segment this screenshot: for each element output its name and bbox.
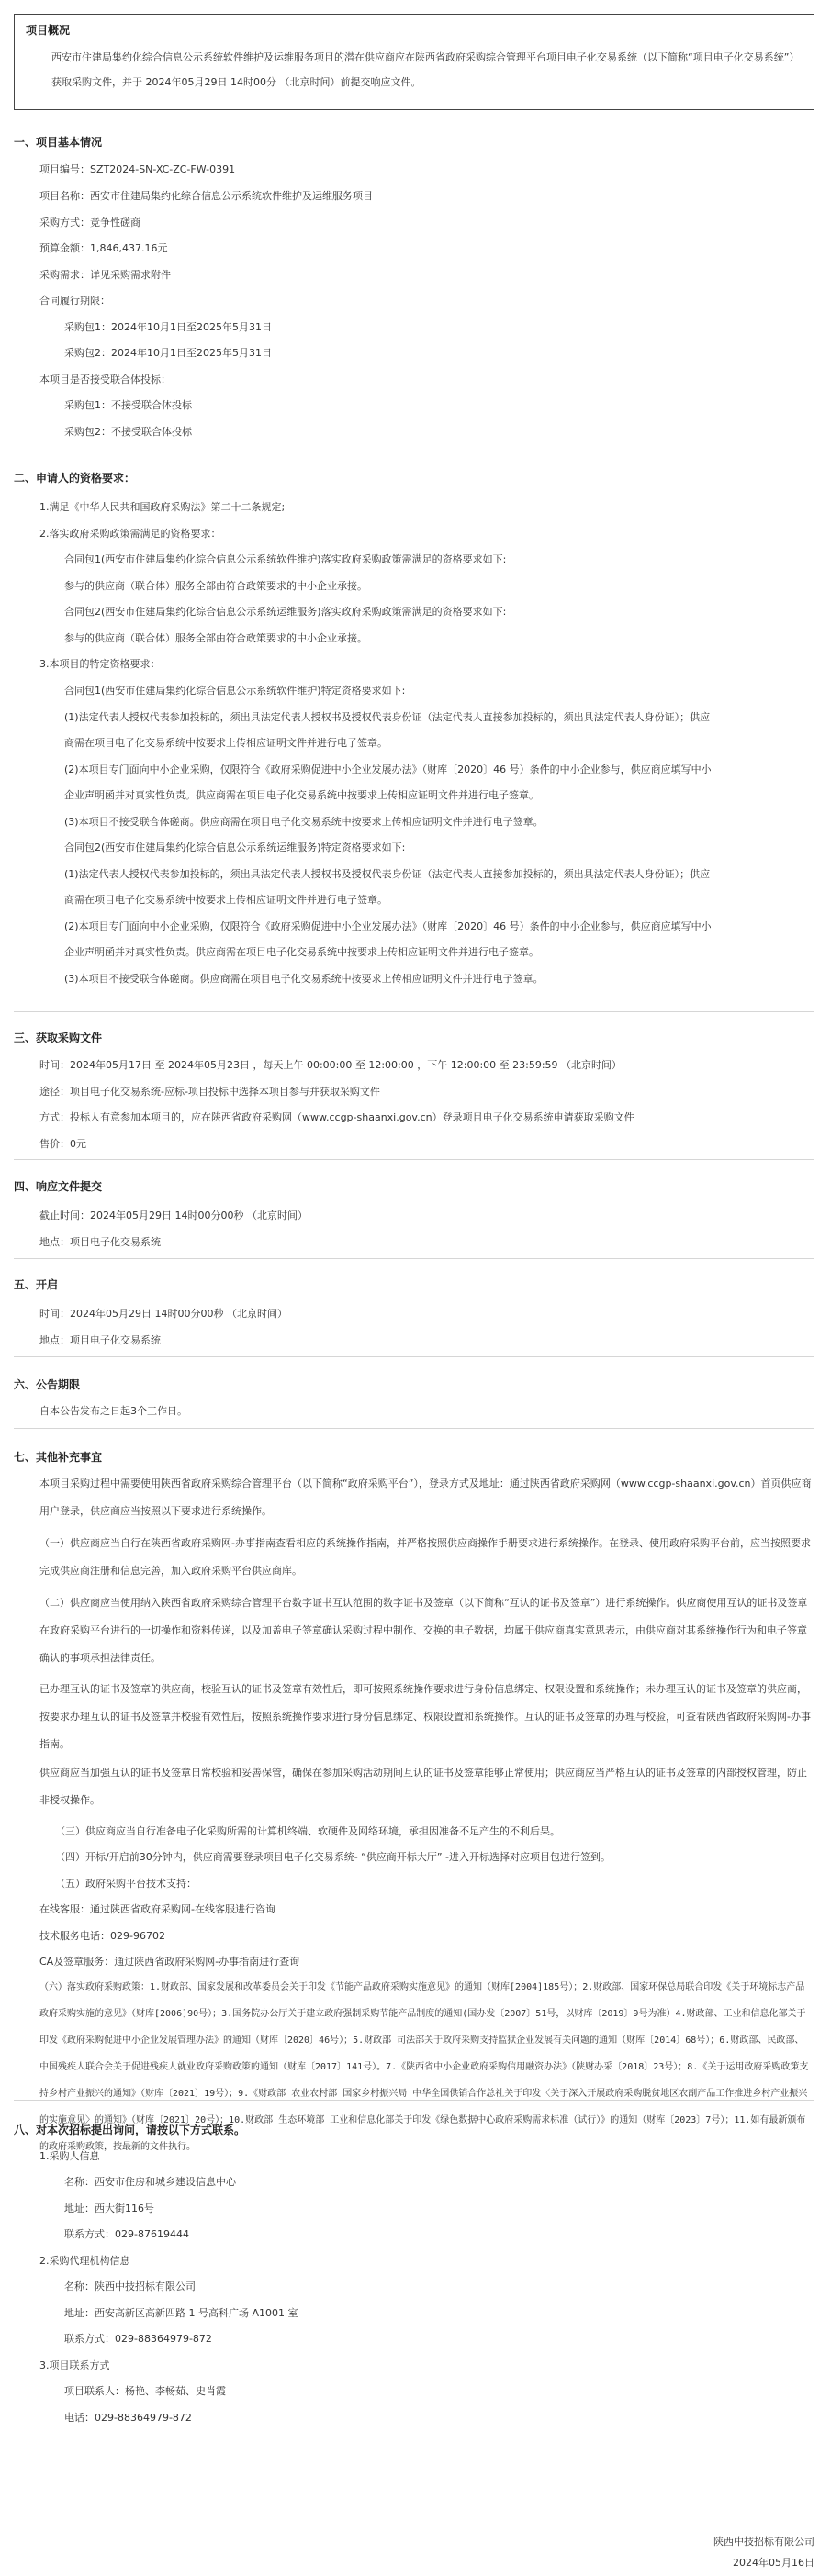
- document-price: 售价：0元: [39, 1138, 86, 1150]
- opening-location: 地点：项目电子化交易系统: [39, 1334, 161, 1346]
- section-opening: [14, 1277, 814, 1350]
- supplementary-line: （四）开标/开启前30分钟内，供应商需要登录项目电子化交易系统- “供应商开标大厅” -进入开标选择对应项目包进行签到。: [55, 1851, 612, 1863]
- project-number: 项目编号：SZT2024-SN-XC-ZC-FW-0391: [39, 163, 236, 175]
- project-contacts: 项目联系人：杨艳、李畅茹、史肖霞: [64, 2385, 226, 2397]
- qualification-line: 合同包2(西安市住建局集约化综合信息公示系统运维服务)特定资格要求如下:: [64, 842, 406, 853]
- summary-title: 项目概况: [26, 24, 71, 37]
- supplementary-line: （三）供应商应当自行准备电子化采购所需的计算机终端、软硬件及网络环境，承担因准备不足产生的不利后果。: [55, 1825, 560, 1837]
- section-submission: [14, 1178, 814, 1252]
- purchaser-phone: 联系方式：029-87619444: [64, 2228, 189, 2240]
- section-title: 五、开启: [14, 1278, 59, 1291]
- qualification-line: (2)本项目专门面向中小企业采购，仅限符合《政府采购促进中小企业发展办法》（财库〔2020〕46 号）条件的中小企业参与，供应商应填写中小: [64, 764, 712, 775]
- signature-date: 2024年05月16日: [733, 2557, 814, 2569]
- qualification-line: 企业声明函并对真实性负责。供应商需在项目电子化交易系统中按要求上传相应证明文件并进行电子签章。: [64, 789, 539, 801]
- qualification-line: (2)本项目专门面向中小企业采购，仅限符合《政府采购促进中小企业发展办法》（财库〔2020〕46 号）条件的中小企业参与，供应商应填写中小: [64, 920, 712, 932]
- section-qualifications: [14, 470, 814, 1007]
- qualification-line: (3)本项目不接受联合体磋商。供应商需在项目电子化交易系统中按要求上传相应证明文件并进行电子签章。: [64, 816, 544, 828]
- purchaser-address: 地址：西大街116号: [64, 2202, 154, 2214]
- divider: [14, 2100, 814, 2101]
- section-basic-info: [14, 134, 814, 446]
- consortium-label: 本项目是否接受联合体投标：: [39, 374, 171, 385]
- submission-deadline: 截止时间：2024年05月29日 14时00分00秒 （北京时间）: [39, 1210, 308, 1221]
- submission-location: 地点：项目电子化交易系统: [39, 1236, 161, 1248]
- contract-period-label: 合同履行期限：: [39, 295, 110, 307]
- section-contacts: [14, 2122, 814, 2424]
- qualification-line: 参与的供应商（联合体）服务全部由符合政策要求的中小企业承接。: [64, 580, 367, 592]
- qualification-line: 3.本项目的特定资格要求：: [39, 658, 161, 670]
- agency-phone: 联系方式：029-88364979-872: [64, 2333, 212, 2345]
- qualification-line: 商需在项目电子化交易系统中按要求上传相应证明文件并进行电子签章。: [64, 737, 387, 749]
- divider: [14, 1356, 814, 1357]
- procurement-method: 采购方式：竞争性磋商: [39, 217, 140, 229]
- section-title: 四、响应文件提交: [14, 1180, 103, 1193]
- package2-consortium: 采购包2：不接受联合体投标: [64, 426, 192, 438]
- qualification-line: 合同包2(西安市住建局集约化综合信息公示系统运维服务)落实政府采购政策需满足的资格要求如下:: [64, 606, 507, 618]
- qualification-line: 1.满足《中华人民共和国政府采购法》第二十二条规定;: [39, 501, 286, 513]
- supplementary-line: 在线客服：通过陕西省政府采购网-在线客服进行咨询: [39, 1903, 275, 1915]
- section-notice-period: [14, 1377, 814, 1422]
- section-title: 八、对本次招标提出询问，请按以下方式联系。: [14, 2124, 246, 2136]
- qualification-line: 2.落实政府采购政策需满足的资格要求：: [39, 528, 221, 540]
- summary-body: 西安市住建局集约化综合信息公示系统软件维护及运维服务项目的潜在供应商应在陕西省政府采购综合管理平台项目电子化交易系统（以下简称“项目电子化交易系统”）获取采购文件，并于 2024年05月29日 14时00分 （北京时间）前提交响应文件。: [51, 51, 800, 88]
- supplementary-paragraph: 供应商应当加强互认的证书及签章日常校验和妥善保管，确保在参加采购活动期间互认的证书及签章能够正常使用；供应商应当严格互认的证书及签章的内部授权管理，防止非授权操作。: [39, 1767, 807, 1806]
- qualification-line: 合同包1(西安市住建局集约化综合信息公示系统软件维护)特定资格要求如下:: [64, 685, 406, 697]
- supplementary-paragraph: 本项目采购过程中需要使用陕西省政府采购综合管理平台（以下简称“政府采购平台”），登录方式及地址：通过陕西省政府采购网（www.ccgp-shaanxi.gov.cn）首页供应商用户登录，供应商应当按照以下要求进行系统操作。: [39, 1478, 812, 1517]
- notice-period-text: 自本公告发布之日起3个工作日。: [39, 1405, 187, 1417]
- purchaser-name: 名称：西安市住房和城乡建设信息中心: [64, 2176, 236, 2188]
- section-title: 一、项目基本情况: [14, 136, 103, 149]
- qualification-line: (1)法定代表人授权代表参加投标的，须出具法定代表人授权书及授权代表身份证（法定代表人直接参加投标的，须出具法定代表人身份证）；供应: [64, 711, 711, 723]
- project-phone: 电话：029-88364979-872: [64, 2412, 192, 2424]
- agency-heading: 2.采购代理机构信息: [39, 2255, 130, 2267]
- package1-consortium: 采购包1：不接受联合体投标: [64, 399, 192, 411]
- obtain-time: 时间：2024年05月17日 至 2024年05月23日 ，每天上午 00:00:00 至 12:00:00 ，下午 12:00:00 至 23:59:59 （北京时间）: [39, 1059, 623, 1071]
- divider: [14, 1159, 814, 1160]
- package1-period: 采购包1：2024年10月1日至2025年5月31日: [64, 321, 272, 333]
- qualification-line: 合同包1(西安市住建局集约化综合信息公示系统软件维护)落实政府采购政策需满足的资格要求如下:: [64, 553, 507, 565]
- policy-list: （六）落实政府采购政策：1.财政部、国家发展和改革委员会关于印发《节能产品政府采购实施意见》的通知（财库[2004]185号）；2.财政部、国家环保总局联合印发《关于环境标志产品政府采购实施的意见》（财库[2006]90号）；3.国务院办公厅关于建立政府强制采购节能产品制度的通知(国办发〔2007〕51号，以财库〔2019〕9号为准）4.财政部、工业和信息化部关于印发《政府采购促进中小企业发展管理办法》的通知（财库〔2020〕46号）；5.财政部 司法部关于政府采购支持监狱企业发展有关问题的通知（财库〔2014〕68号）；6.财政部、民政部、中国残疾人联合会关于促进残疾人就业政府采购政策的通知（财库〔2017〕141号）。7.《陕西省中小企业政府采购信用融资办法》（陕财办采〔2018〕23号）；8.《关于运用政府采购政策支持乡村产业振兴的通知》（财库〔2021〕19号）；9.《财政部 农业农村部 国家乡村振兴局 中华全国供销合作总社关于印发〈关于深入开展政府采购脱贫地区农副产品工作推进乡村产业振兴的实施意见〉的通知》（财库〔2021〕20号）；10.财政部 生态环境部 工业和信息化部关于印发《绿色数据中心政府采购需求标准（试行）》的通知（财库〔2023〕7号）；11.如有最新颁布的政府采购政策，按最新的文件执行。: [39, 1982, 809, 2152]
- qualification-line: 商需在项目电子化交易系统中按要求上传相应证明文件并进行电子签章。: [64, 894, 387, 906]
- section-title: 六、公告期限: [14, 1378, 81, 1391]
- qualification-line: (1)法定代表人授权代表参加投标的，须出具法定代表人授权书及授权代表身份证（法定代表人直接参加投标的，须出具法定代表人身份证）；供应: [64, 868, 711, 880]
- agency-address: 地址：西安高新区高新四路 1 号高科广场 A1001 室: [64, 2307, 298, 2319]
- supplementary-line: 技术服务电话：029-96702: [39, 1930, 165, 1942]
- qualification-line: 参与的供应商（联合体）服务全部由符合政策要求的中小企业承接。: [64, 632, 367, 644]
- project-summary-box: [14, 14, 814, 110]
- section-obtain-documents: [14, 1030, 814, 1158]
- section-supplementary: [14, 1449, 814, 1981]
- supplementary-line: CA及签章服务：通过陕西省政府采购网-办事指南进行查询: [39, 1956, 300, 1968]
- qualification-line: (3)本项目不接受联合体磋商。供应商需在项目电子化交易系统中按要求上传相应证明文件并进行电子签章。: [64, 973, 544, 985]
- supplementary-line: （五）政府采购平台技术支持：: [55, 1878, 197, 1890]
- opening-time: 时间：2024年05月29日 14时00分00秒 （北京时间）: [39, 1308, 287, 1320]
- package2-period: 采购包2：2024年10月1日至2025年5月31日: [64, 347, 272, 359]
- qualification-line: 企业声明函并对真实性负责。供应商需在项目电子化交易系统中按要求上传相应证明文件并进行电子签章。: [64, 946, 539, 958]
- section-title: 七、其他补充事宜: [14, 1451, 103, 1464]
- supplementary-paragraph: 已办理互认的证书及签章的供应商，校验互认的证书及签章有效性后，即可按照系统操作要求进行身份信息绑定、权限设置和系统操作；未办理互认的证书及签章的供应商，按要求办理互认的证书及签章并校验有效性后，按照系统操作要求进行身份信息绑定、权限设置和系统操作。互认的证书及签章的办理与校验，可查看陕西省政府采购网-办事指南。: [39, 1683, 811, 1750]
- section-title: 三、获取采购文件: [14, 1032, 103, 1044]
- supplementary-paragraph: （二）供应商应当使用纳入陕西省政府采购综合管理平台数字证书互认范围的数字证书及签章（以下简称“互认的证书及签章”）进行系统操作。供应商使用互认的证书及签章在政府采购平台进行的一切操作和资料传递，以及加盖电子签章确认采购过程中制作、交换的电子数据，均属于供应商真实意思表示，由供应商对其系统操作行为和电子签章确认的事项承担法律责任。: [39, 1597, 808, 1664]
- procurement-requirement: 采购需求：详见采购需求附件: [39, 269, 171, 281]
- divider: [14, 1428, 814, 1429]
- signature-org: 陕西中技招标有限公司: [713, 2536, 814, 2548]
- obtain-channel: 途径：项目电子化交易系统-应标-项目投标中选择本项目参与并获取采购文件: [39, 1086, 380, 1098]
- supplementary-paragraph: （一）供应商应当自行在陕西省政府采购网-办事指南查看相应的系统操作指南，并严格按照供应商操作手册要求进行系统操作。在登录、使用政府采购平台前，应当按照要求完成供应商注册和信息完善，加入政府采购平台供应商库。: [39, 1537, 811, 1577]
- obtain-method: 方式：投标人有意参加本项目的，应在陕西省政府采购网（www.ccgp-shaanxi.gov.cn）登录项目电子化交易系统申请获取采购文件: [39, 1111, 634, 1123]
- purchaser-heading: 1.采购人信息: [39, 2150, 100, 2162]
- budget-amount: 预算金额：1,846,437.16元: [39, 242, 168, 254]
- divider: [14, 1011, 814, 1012]
- agency-name: 名称：陕西中技招标有限公司: [64, 2280, 196, 2292]
- section-title: 二、申请人的资格要求：: [14, 472, 136, 485]
- project-name: 项目名称：西安市住建局集约化综合信息公示系统软件维护及运维服务项目: [39, 190, 373, 202]
- divider: [14, 1258, 814, 1259]
- project-contact-heading: 3.项目联系方式: [39, 2359, 110, 2371]
